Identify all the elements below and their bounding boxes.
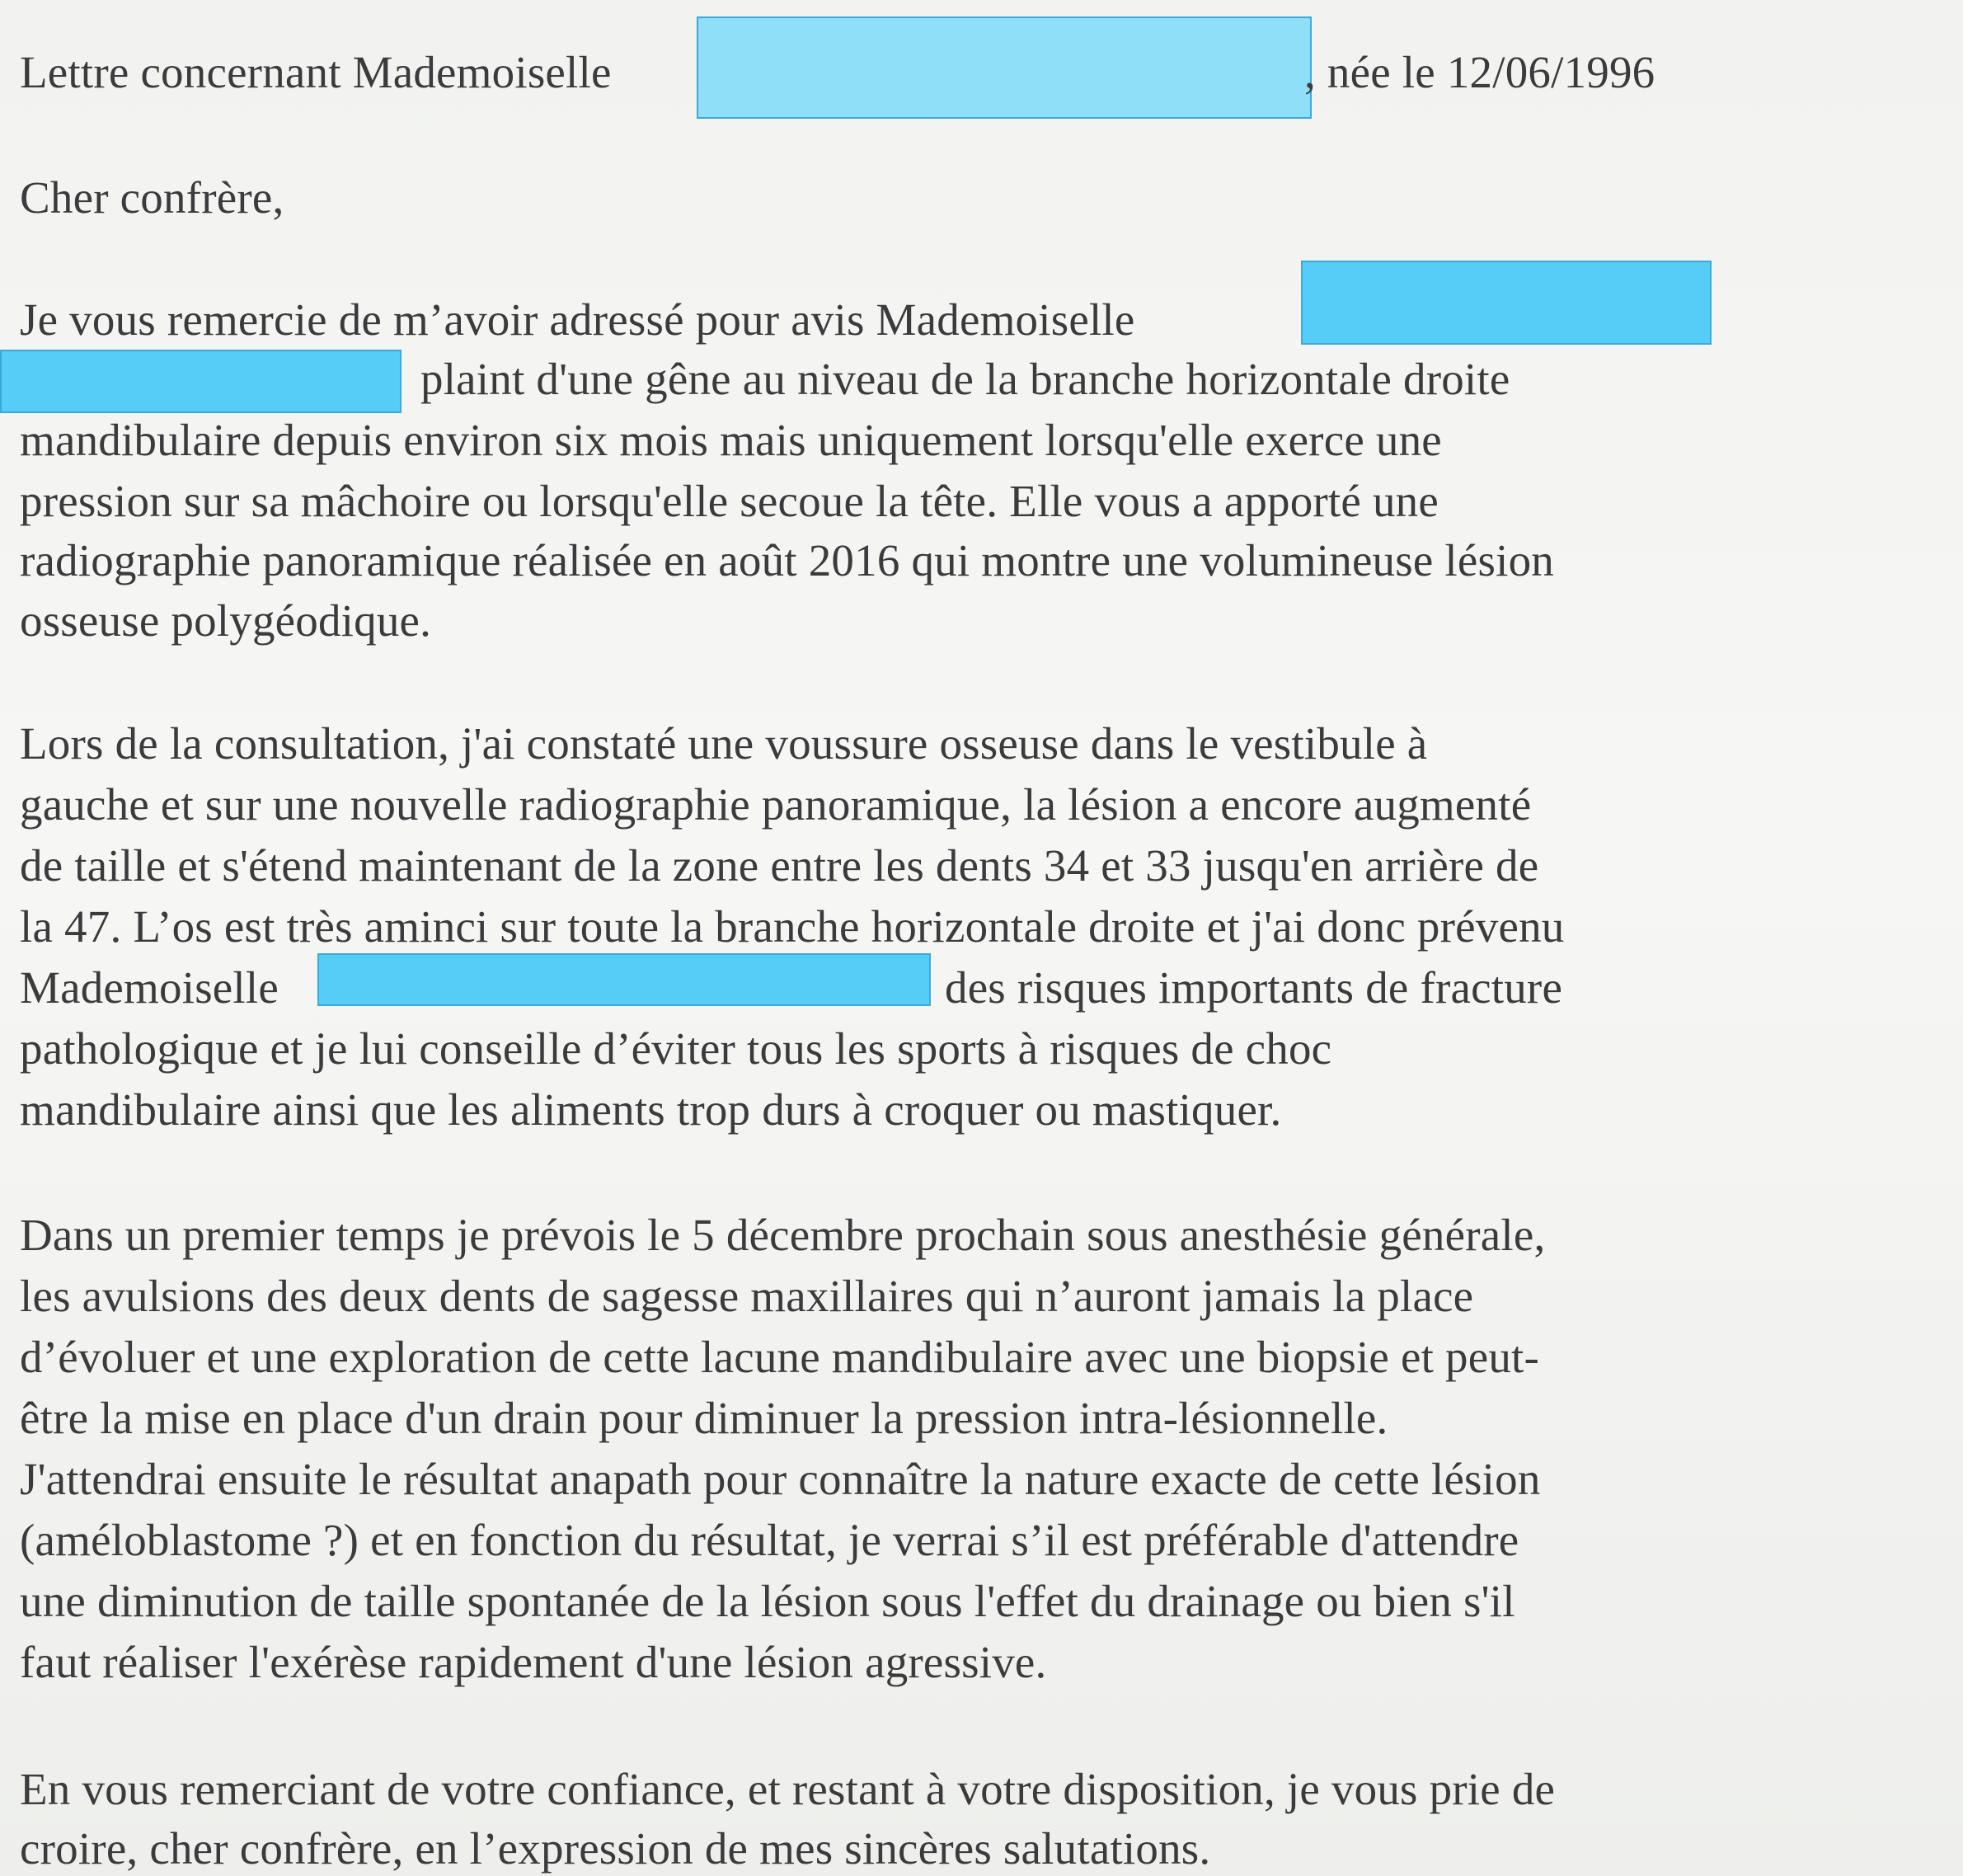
redaction-box	[697, 16, 1312, 119]
p2-line: Lors de la consultation, j'ai constaté une voussure osseuse dans le vestibule à	[20, 718, 1428, 769]
redaction-box	[317, 953, 931, 1006]
p4-line: En vous remerciant de votre confiance, et restant à votre disposition, je vous prie de	[20, 1764, 1556, 1814]
p3-line: une diminution de taille spontanée de la lésion sous l'effet du drainage ou bien s'il	[20, 1576, 1515, 1626]
greeting: Cher confrère,	[20, 172, 284, 223]
p1-line: pression sur sa mâchoire ou lorsqu'elle secoue la tête. Elle vous a apporté une	[20, 476, 1439, 526]
subject-line	[20, 48, 612, 97]
subject-prefix: Lettre concernant Mademoiselle	[20, 47, 612, 97]
p2-line: de taille et s'étend maintenant de la zone entre les dents 34 et 33 jusqu'en arrière de	[20, 840, 1539, 891]
p4-line: croire, cher confrère, en l’expression de mes sincères salutations.	[20, 1823, 1211, 1874]
p2-line: la 47. L’os est très aminci sur toute la branche horizontale droite et j'ai donc prévenu	[20, 901, 1565, 952]
p2-line: mandibulaire ainsi que les aliments trop durs à croquer ou mastiquer.	[20, 1084, 1282, 1135]
p3-line: être la mise en place d'un drain pour diminuer la pression intra-lésionnelle.	[20, 1393, 1388, 1443]
p3-line: Dans un premier temps je prévois le 5 décembre prochain sous anesthésie générale,	[20, 1210, 1546, 1260]
p3-line: (améloblastome ?) et en fonction du résultat, je verrai s’il est préférable d'attendre	[20, 1515, 1519, 1565]
p2-line: des risques importants de fracture	[945, 962, 1563, 1013]
p3-line: d’évoluer et une exploration de cette lacune mandibulaire avec une biopsie et peut-	[20, 1332, 1540, 1382]
p1-line: Je vous remercie de m’avoir adressé pour avis Mademoiselle	[20, 294, 1135, 345]
p1-line: osseuse polygéodique.	[20, 595, 432, 646]
p3-line: J'attendrai ensuite le résultat anapath pour connaître la nature exacte de cette lésion	[20, 1454, 1541, 1504]
subject-suffix: , née le 12/06/1996	[1304, 47, 1655, 97]
p2-line: Mademoiselle	[20, 962, 279, 1013]
p2-line: pathologique et je lui conseille d’éviter tous les sports à risques de choc	[20, 1023, 1332, 1074]
p2-line: gauche et sur une nouvelle radiographie panoramique, la lésion a encore augmenté	[20, 779, 1532, 830]
p3-line: les avulsions des deux dents de sagesse maxillaires qui n’auront jamais la place	[20, 1271, 1474, 1321]
p1-line: plaint d'une gêne au niveau de la branche horizontale droite	[420, 354, 1510, 404]
redaction-box	[0, 350, 402, 413]
redaction-box	[1301, 261, 1712, 345]
p1-line: radiographie panoramique réalisée en août 2016 qui montre une volumineuse lésion	[20, 535, 1554, 585]
p3-line: faut réaliser l'exérèse rapidement d'une lésion agressive.	[20, 1637, 1047, 1687]
p1-line: mandibulaire depuis environ six mois mais uniquement lorsqu'elle exerce une	[20, 415, 1442, 465]
